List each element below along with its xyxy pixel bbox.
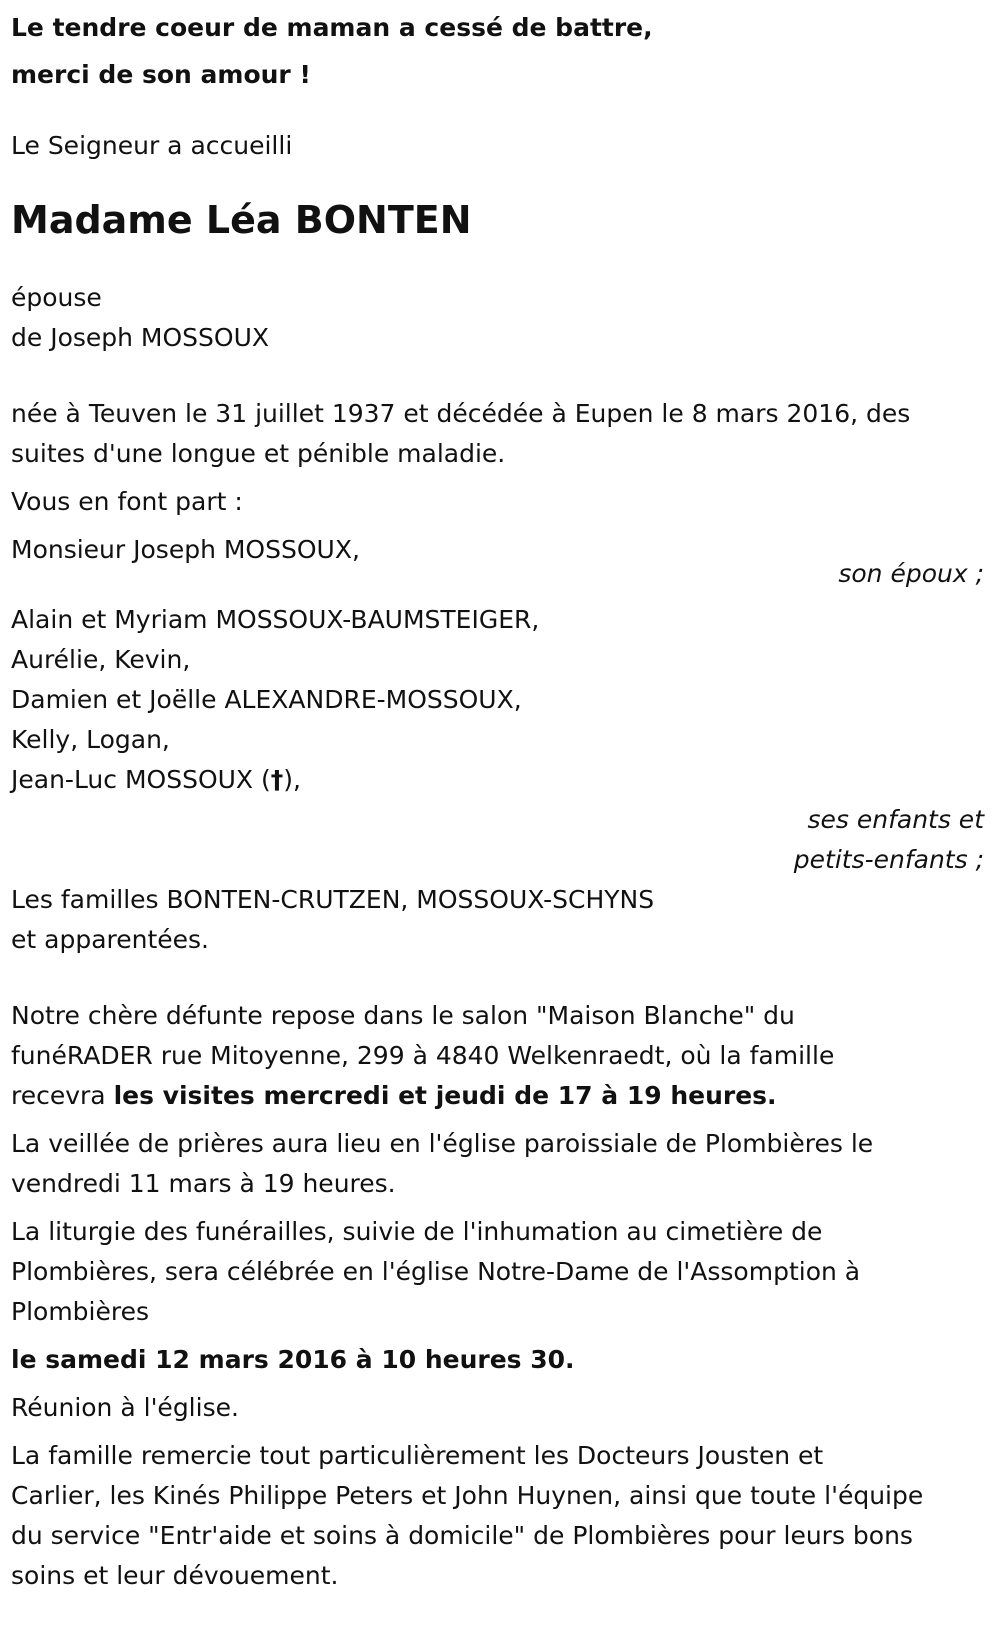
spouse-label: épouse <box>11 283 102 312</box>
child-line-last <box>11 760 996 800</box>
rest-line-3 <box>11 1076 996 1116</box>
meeting-text: Réunion à l'église. <box>11 1393 239 1422</box>
obituary-notice <box>11 4 996 1596</box>
child-line: Aurélie, Kevin, <box>11 645 191 674</box>
children-role-line-1: ses enfants et <box>807 805 984 834</box>
cross-icon: † <box>270 765 284 794</box>
funeral-text <box>11 1212 996 1332</box>
husband-role: son époux ; <box>838 559 984 588</box>
intro-line-1: Le tendre coeur de maman a cessé de battre, <box>11 13 653 42</box>
rest-line-1: Notre chère défunte repose dans le salon "Maison Blanche" du <box>11 1001 795 1030</box>
funeral-line-3: Plombières <box>11 1297 150 1326</box>
husband-name: Monsieur Joseph MOSSOUX, <box>11 535 360 564</box>
birth-death-line-2: suites d'une longue et pénible maladie. <box>11 439 506 468</box>
child-line: Kelly, Logan, <box>11 725 170 754</box>
deceased-name: Madame Léa BONTEN <box>11 198 472 242</box>
vigil-line-2: vendredi 11 mars à 19 heures. <box>11 1169 396 1198</box>
rest-text <box>11 996 996 1116</box>
last-child-prefix: Jean-Luc MOSSOUX ( <box>11 765 271 794</box>
funeral-line-1: La liturgie des funérailles, suivie de l'inhumation au cimetière de <box>11 1217 823 1246</box>
spouse-block <box>11 278 996 358</box>
last-child-suffix: ), <box>283 765 301 794</box>
families-line-1: Les familles BONTEN-CRUTZEN, MOSSOUX-SCHYNS <box>11 885 655 914</box>
families-line-2: et apparentées. <box>11 925 209 954</box>
thanks-text <box>11 1436 996 1596</box>
rest-line-3-prefix: recevra <box>11 1081 114 1110</box>
birth-death-text <box>11 394 996 474</box>
rest-line-2: funéRADER rue Mitoyenne, 299 à 4840 Welkenraedt, où la famille <box>11 1041 835 1070</box>
intro-line-2: merci de son amour ! <box>11 60 311 89</box>
share-intro: Vous en font part : <box>11 487 243 516</box>
vigil-line-1: La veillée de prières aura lieu en l'église paroissiale de Plombières le <box>11 1129 874 1158</box>
children-role <box>11 800 996 880</box>
announce-text: Le Seigneur a accueilli <box>11 131 293 160</box>
thanks-line-3: du service "Entr'aide et soins à domicile" de Plombières pour leurs bons <box>11 1521 913 1550</box>
vigil-text <box>11 1124 996 1204</box>
intro-text <box>11 4 996 98</box>
thanks-line-4: soins et leur dévouement. <box>11 1561 339 1590</box>
birth-death-line-1: née à Teuven le 31 juillet 1937 et décédée à Eupen le 8 mars 2016, des <box>11 399 911 428</box>
children-role-line-2: petits-enfants ; <box>793 845 984 874</box>
visit-hours: les visites mercredi et jeudi de 17 à 19 heures. <box>113 1081 777 1110</box>
child-line: Alain et Myriam MOSSOUX-BAUMSTEIGER, <box>11 605 540 634</box>
thanks-line-1: La famille remercie tout particulièrement les Docteurs Jousten et <box>11 1441 824 1470</box>
thanks-line-2: Carlier, les Kinés Philippe Peters et John Huynen, ainsi que toute l'équipe <box>11 1481 924 1510</box>
spouse-name: de Joseph MOSSOUX <box>11 323 270 352</box>
families-text <box>11 880 996 960</box>
children-list <box>11 600 996 800</box>
funeral-date: le samedi 12 mars 2016 à 10 heures 30. <box>11 1345 575 1374</box>
child-line: Damien et Joëlle ALEXANDRE-MOSSOUX, <box>11 685 522 714</box>
funeral-line-2: Plombières, sera célébrée en l'église Notre-Dame de l'Assomption à <box>11 1257 861 1286</box>
